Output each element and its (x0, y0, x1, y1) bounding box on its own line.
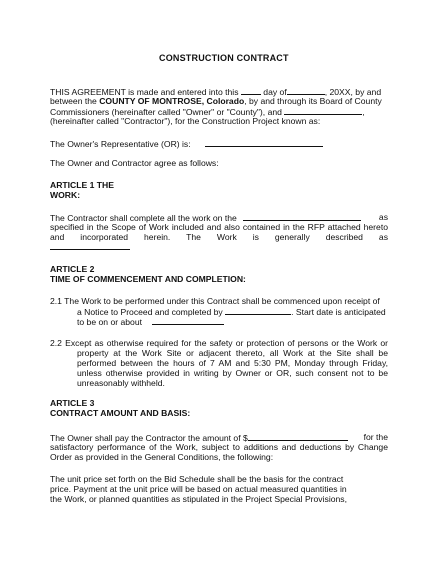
intro-line-4: (hereinafter called "Contractor"), for the Construction Project known as: (50, 116, 321, 126)
article-2-heading: ARTICLE 2 (50, 264, 95, 274)
art3-text: for the (363, 432, 388, 442)
art3-p1-line-3: Order as provided in the General Conditions, the following: (50, 452, 274, 462)
article-3-heading: ARTICLE 3 (50, 398, 95, 408)
art3-text: The Owner shall pay the Contractor the amount of $ (50, 433, 248, 443)
day-blank[interactable] (241, 86, 261, 95)
owner-rep-line (50, 138, 323, 149)
completion-date-blank[interactable] (225, 306, 291, 315)
art2-text: a Notice to Proceed and completed by (77, 307, 223, 317)
article-2-subheading: TIME OF COMMENCEMENT AND COMPLETION: (50, 274, 246, 284)
art2-p2-line-5: unreasonably withheld. (77, 378, 165, 388)
intro-text: Commissioners (hereinafter called "Owner" or "County"), and (50, 107, 282, 117)
art1-text: as (378, 212, 388, 222)
art2-p2-line-1: 2.2 Except as otherwise required for the safety or protection of persons or the Work or (50, 338, 388, 348)
art2-p2-line-2: property at the Work Site or adjacent thereto, all Work at the Site shall be (77, 348, 388, 358)
project-name-blank[interactable] (243, 212, 361, 221)
art1-line-2: specified in the Scope of Work included and also contained in the RFP attached hereto (50, 222, 388, 232)
county-name: COUNTY OF MONTROSE, Colorado (99, 96, 245, 106)
contract-amount-blank[interactable] (248, 432, 348, 441)
art2-text: . Start date is anticipated (291, 307, 386, 317)
contractor-name-blank[interactable] (284, 106, 365, 117)
art3-p2-line-3: the Work, or planned quantities as stipulated in the Project Special Provisions, (50, 494, 347, 504)
art2-p1-line-1: 2.1 The Work to be performed under this Contract shall be commenced upon receipt of (50, 296, 380, 306)
article-1-subheading: WORK: (50, 190, 81, 200)
start-date-blank[interactable] (152, 316, 224, 325)
intro-text: , (362, 107, 365, 117)
art3-p2-line-2: price. Payment at the unit price will be based on actual measured quantities in (50, 484, 347, 494)
art3-p2-line-1: The unit price set forth on the Bid Schedule shall be the basis for the contract (50, 474, 344, 484)
intro-text: , by and through its Board of County (244, 96, 382, 106)
art2-p1-line-3 (77, 316, 224, 327)
intro-line-2 (50, 96, 382, 106)
article-3-subheading: CONTRACT AMOUNT AND BASIS: (50, 408, 191, 418)
owner-rep-blank[interactable] (205, 138, 323, 147)
art2-p2-line-4: unless otherwise provided in writing by Owner or OR, such consent not to be (77, 368, 388, 378)
intro-text: day of (263, 87, 287, 97)
art1-text: The Contractor shall complete all the work on the (50, 213, 237, 223)
art3-p1-line-2: satisfactory performance of the Work, subject to additions and deductions by Change (50, 442, 388, 452)
month-blank[interactable] (287, 86, 325, 95)
document-title: CONSTRUCTION CONTRACT (159, 53, 289, 63)
intro-text: THIS AGREEMENT is made and entered into this (50, 87, 239, 97)
art1-line-3: and incorporated herein. The Work is generally described as (50, 232, 388, 242)
agree-line: The Owner and Contractor agree as follows: (50, 158, 219, 168)
art2-p2-line-3: performed between the hours of 7 AM and 5:30 PM, Monday through Friday, (77, 358, 388, 368)
work-description-blank[interactable] (50, 249, 130, 250)
art2-text: to be on or about (77, 317, 142, 327)
owner-rep-label: The Owner's Representative (OR) is: (50, 139, 191, 149)
intro-text: between the (50, 96, 97, 106)
intro-text: , 20XX, by and (324, 87, 382, 97)
article-1-heading: ARTICLE 1 THE (50, 180, 114, 190)
